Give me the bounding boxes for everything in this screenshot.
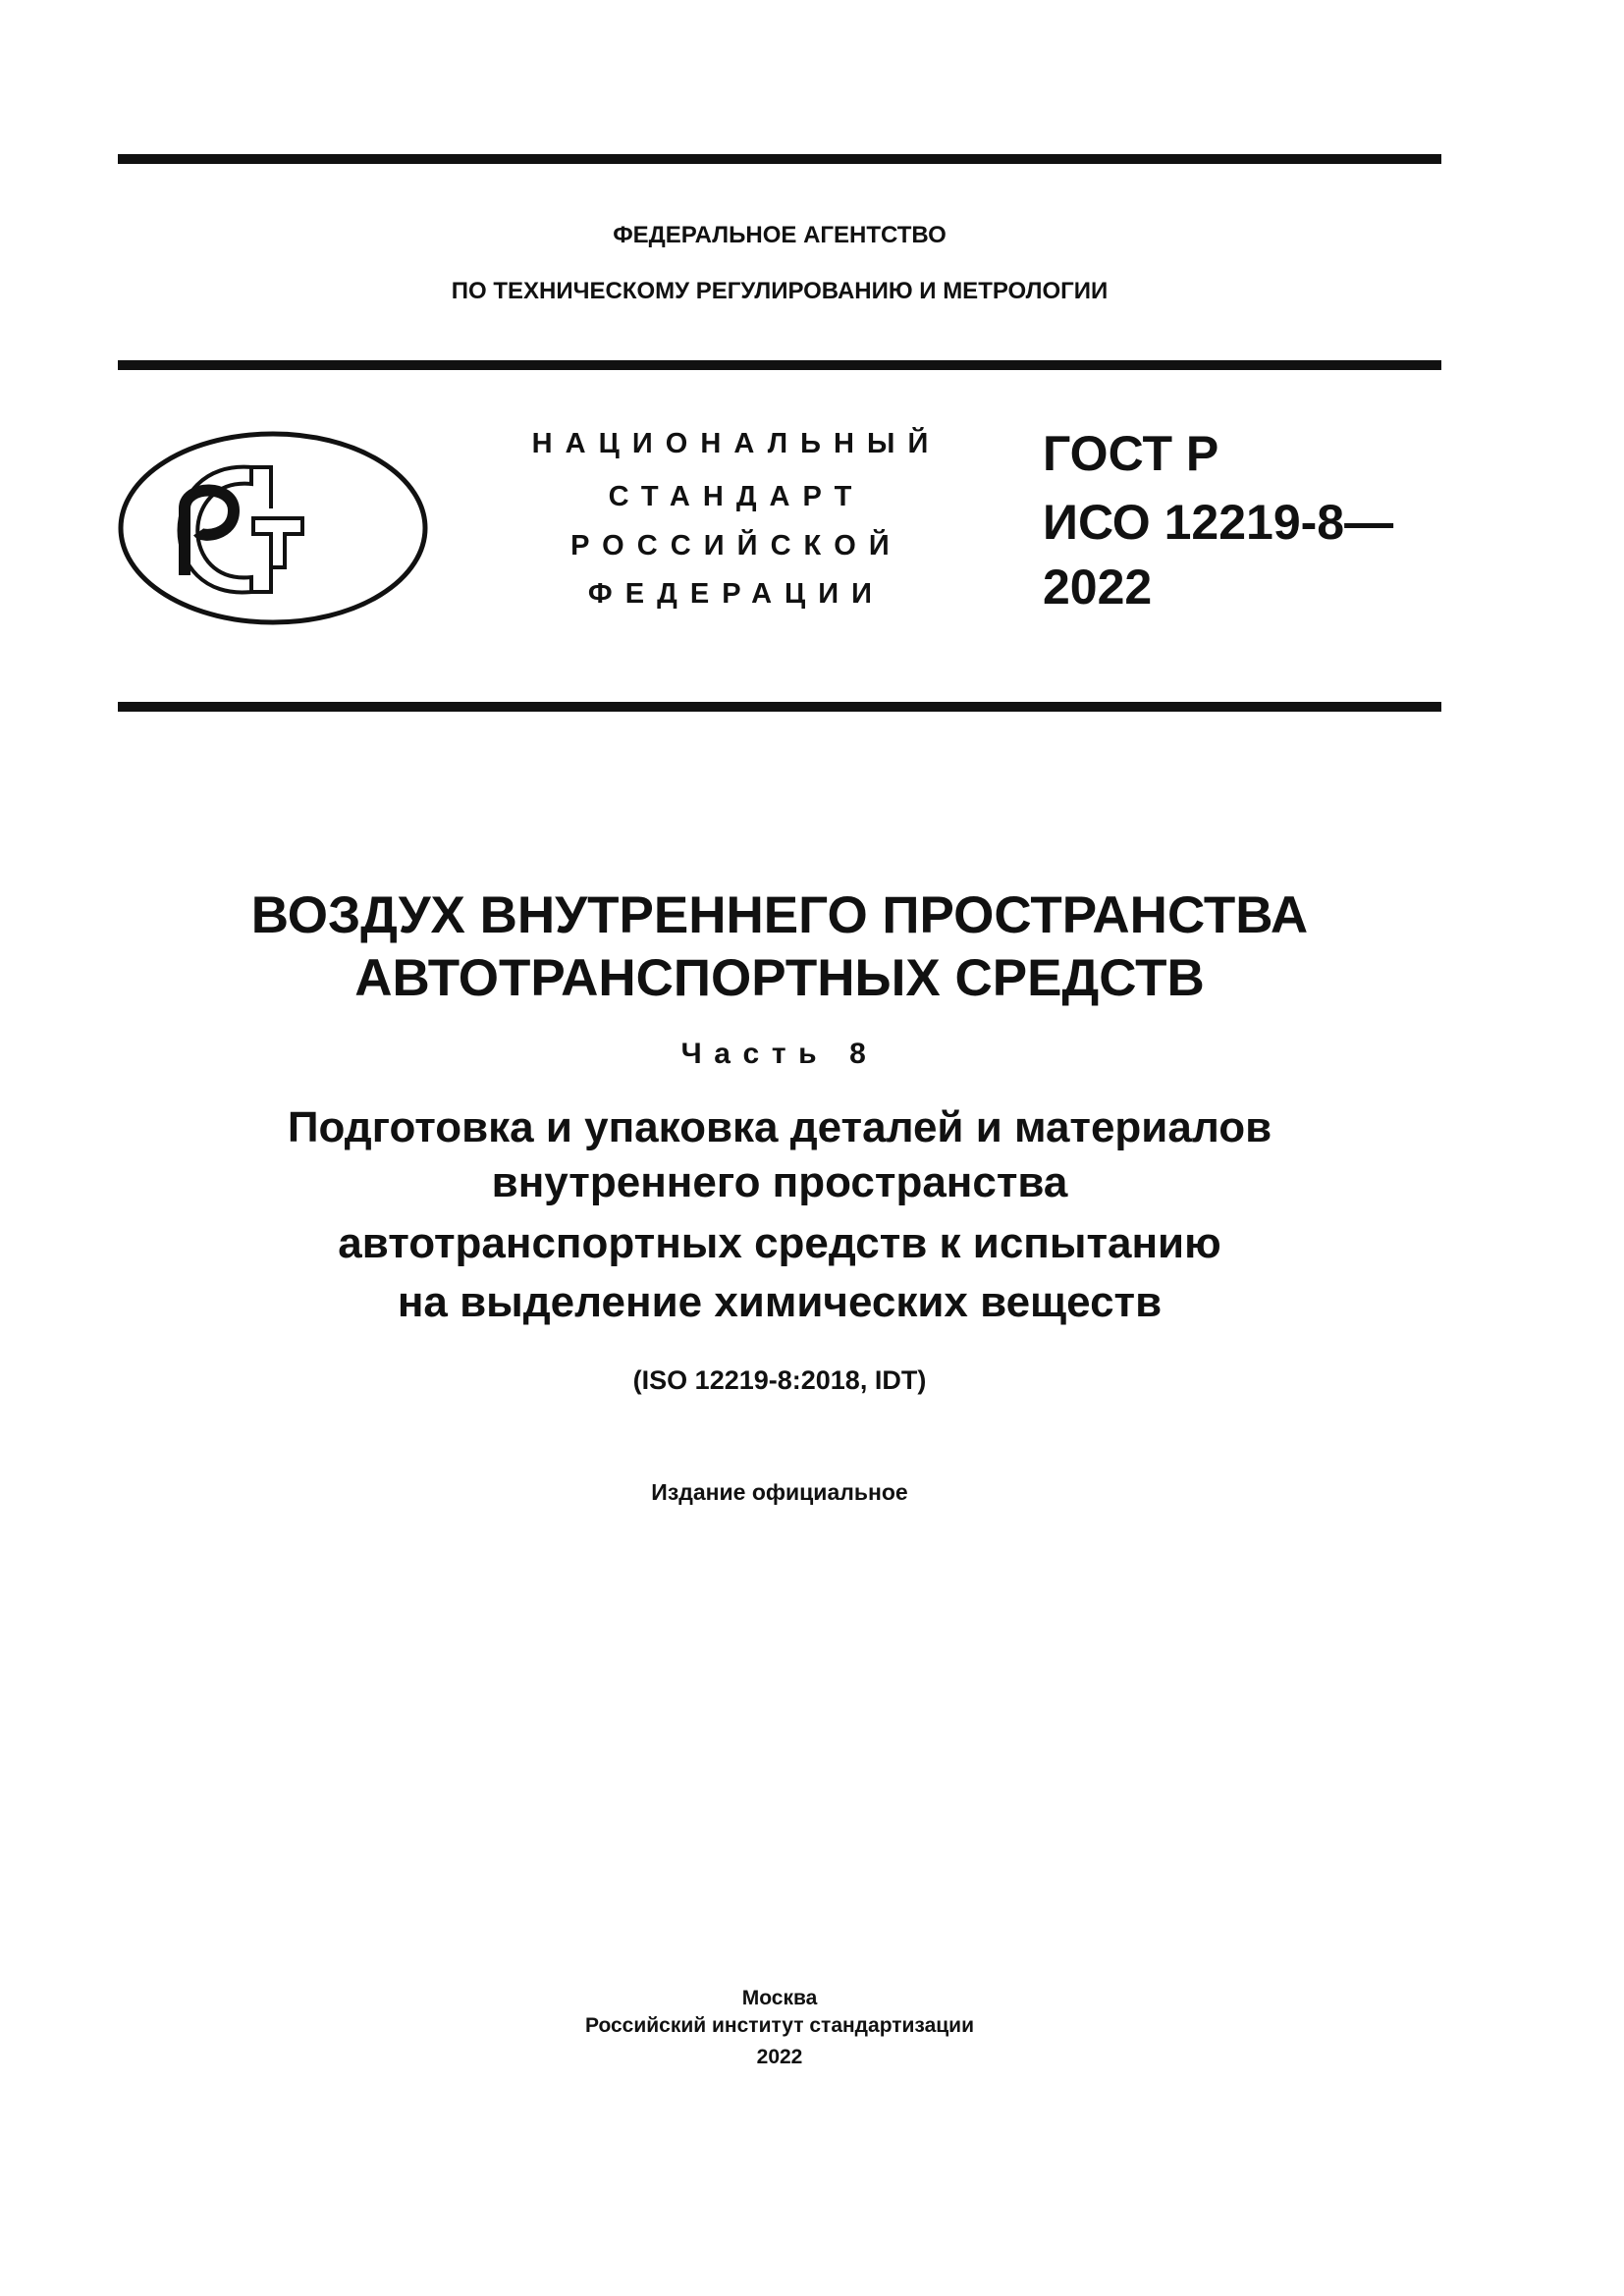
bottom-rule xyxy=(118,702,1441,712)
edition-note: Издание официальное xyxy=(651,1479,908,1505)
rst-logo xyxy=(116,430,430,626)
imprint-year: 2022 xyxy=(756,2046,803,2068)
national-standard-line-4: ФЕДЕРАЦИИ xyxy=(587,578,886,610)
imprint-city: Москва xyxy=(741,1987,818,2009)
subtitle-line-1: Подготовка и упаковка деталей и материалов xyxy=(287,1103,1272,1151)
designation-line-2: ИСО 12219-8— xyxy=(1043,495,1394,550)
national-standard-line-1: НАЦИОНАЛЬНЫЙ xyxy=(531,428,942,459)
iso-equivalence: (ISO 12219-8:2018, IDT) xyxy=(632,1365,927,1395)
middle-rule xyxy=(118,360,1441,370)
subtitle-line-2: внутреннего пространства xyxy=(491,1158,1068,1206)
agency-line-1: ФЕДЕРАЛЬНОЕ АГЕНТСТВО xyxy=(613,222,947,248)
national-standard-line-2: СТАНДАРТ xyxy=(608,481,865,512)
designation-line-1: ГОСТ Р xyxy=(1043,426,1219,481)
subtitle-line-3: автотранспортных средств к испытанию xyxy=(338,1219,1221,1267)
national-standard-line-3: РОССИЙСКОЙ xyxy=(570,530,902,561)
imprint-publisher: Российский институт стандартизации xyxy=(584,2014,975,2037)
agency-line-2: ПО ТЕХНИЧЕСКОМУ РЕГУЛИРОВАНИЮ И МЕТРОЛОГИИ xyxy=(451,278,1109,304)
top-rule xyxy=(118,154,1441,164)
title-line-1: ВОЗДУХ ВНУТРЕННЕГО ПРОСТРАНСТВА xyxy=(250,886,1309,944)
subtitle-line-4: на выделение химических веществ xyxy=(397,1278,1163,1326)
designation-line-3: 2022 xyxy=(1043,560,1153,614)
part-number: Часть 8 xyxy=(680,1038,879,1070)
title-line-2: АВТОТРАНСПОРТНЫХ СРЕДСТВ xyxy=(354,949,1205,1007)
